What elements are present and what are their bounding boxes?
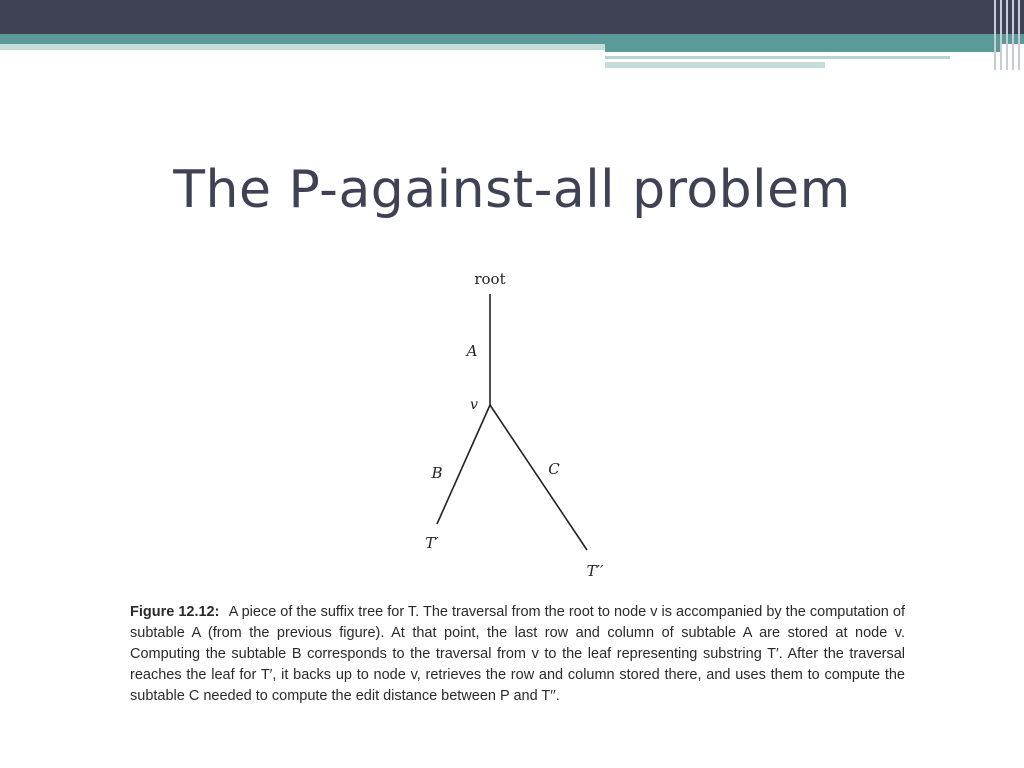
header-teal-stripe — [0, 34, 1024, 44]
node-t2-label: T′′ — [586, 562, 604, 580]
header-light-stripe — [0, 44, 605, 50]
header-dark-band — [0, 0, 1024, 34]
edge-v-t1 — [437, 405, 490, 524]
edge-v-t2 — [490, 405, 587, 550]
edge-b-label: B — [431, 464, 443, 482]
figure-caption — [130, 602, 905, 707]
node-v-label: v — [470, 397, 478, 413]
slide-title: The P-against-all problem — [173, 160, 851, 220]
figure-caption-label: Figure 12.12: — [130, 604, 220, 620]
header-right-stripe — [605, 44, 1000, 52]
node-t1-label: T′ — [425, 534, 439, 552]
edge-c-label: C — [548, 460, 560, 478]
header-edge-lines — [990, 0, 1024, 70]
figure-caption-text: A piece of the suffix tree for T. The traversal from the root to node v is accompanied by the computation of subtable A (from the previous figure). At that point, the last row and column of subtable A are stored at node v. Computing the subtable B corresponds to the traversal from v to the leaf representing substring T′. After the traversal reaches the leaf for T′, it backs up to node v, retrieves the row and column stored there, and uses them to compute the subtable C needed to compute the edit distance between P and T′′. — [130, 604, 905, 704]
header-right-light-stripe — [605, 62, 825, 68]
edge-a-label: A — [466, 342, 478, 360]
suffix-tree-diagram — [205, 262, 845, 592]
header-right-thin-stripe — [605, 56, 950, 59]
node-root-label: root — [474, 270, 506, 288]
